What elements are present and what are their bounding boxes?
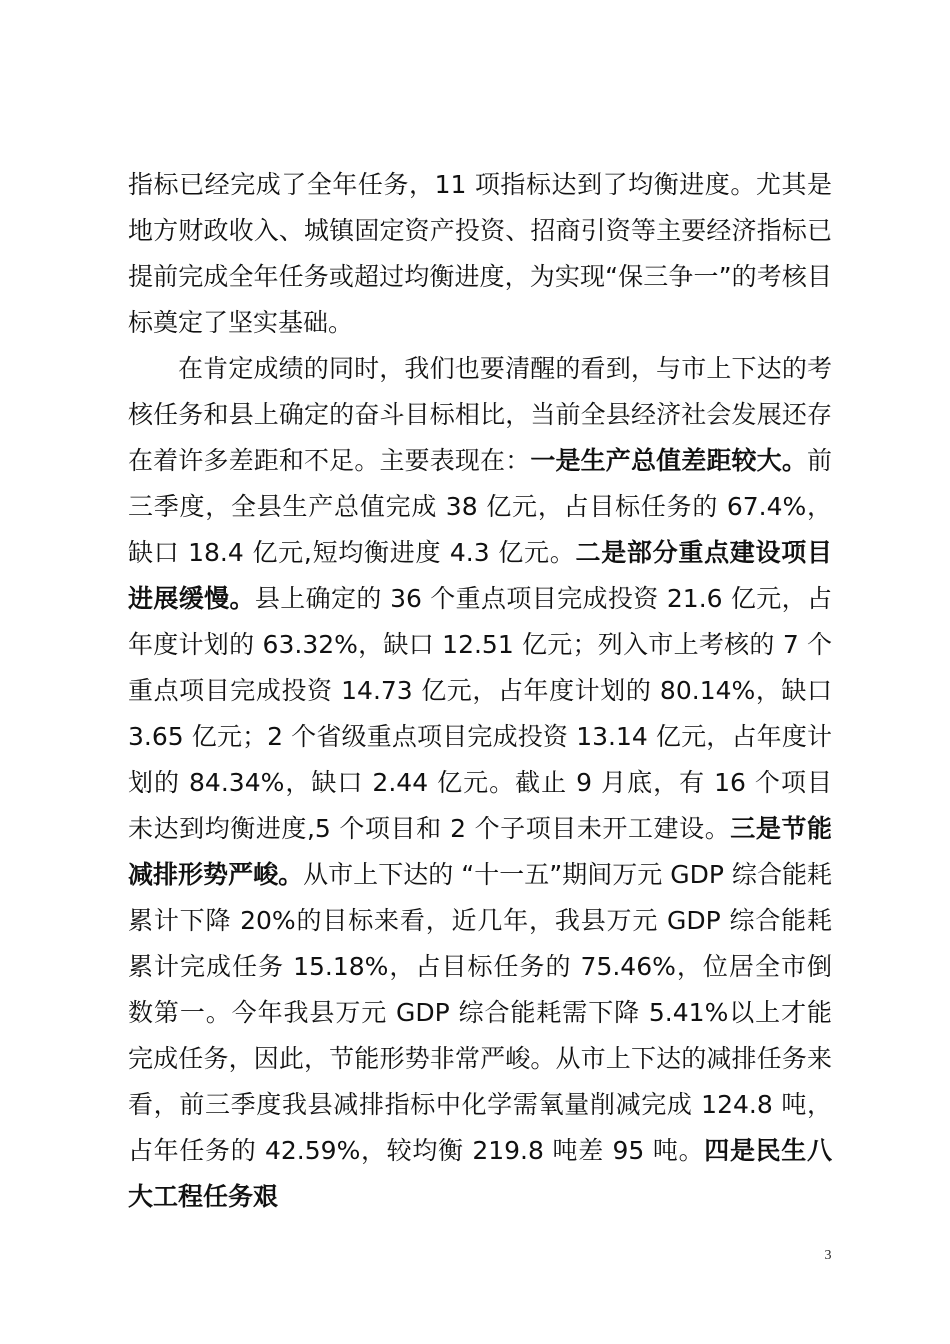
bold-heading-point-2: 二是部分重点建设项目进展缓慢。 — [128, 538, 832, 613]
page-number: 3 — [824, 1248, 832, 1263]
text-run: 从市上下达的 “十一五”期间万元 GDP 综合能耗累计下降 20%的目标来看，近几年，我县万元 GDP 综合能耗累计完成任务 15.18%，占目标任务的 75.46%，位居全市倒数第一。今年我县万元 GDP 综合能耗需下降 5.41%以上才能完成任务，因此，节能形势非常严峻。从市上下达的减排任务来看，前三季度我县减排指标中化学需氧量削减完成 124.8 吨，占年任务的 42.59%，较均衡 219.8 吨差 95 吨。 — [128, 860, 832, 1165]
paragraph-2 — [128, 346, 832, 1220]
text-run: 指标已经完成了全年任务，11 项指标达到了均衡进度。尤其是地方财政收入、城镇固定资产投资、招商引资等主要经济指标已提前完成全年任务或超过均衡进度，为实现“保三争一”的考核目标奠定了坚实基础。 — [128, 170, 832, 337]
text-run: 在肯定成绩的同时，我们也要清醒的看到，与市上下达的考核任务和县上确定的奋斗目标相比，当前全县经济社会发展还存在着许多差距和不足。主要表现在： — [128, 354, 832, 475]
text-run: 前三季度，全县生产总值完成 38 亿元，占目标任务的 67.4%，缺口 18.4 亿元,短均衡进度 4.3 亿元。 — [128, 446, 832, 567]
bold-heading-point-4: 四是民生八大工程任务艰 — [128, 1136, 832, 1211]
body-text — [128, 162, 832, 1220]
text-run: 县上确定的 36 个重点项目完成投资 21.6 亿元，占年度计划的 63.32%，缺口 12.51 亿元；列入市上考核的 7 个重点项目完成投资 14.73 亿元，占年度计划的 80.14%，缺口 3.65 亿元；2 个省级重点项目完成投资 13.14 亿元，占年度计划的 84.34%，缺口 2.44 亿元。截止 9 月底，有 16 个项目未达到均衡进度,5 个项目和 2 个子项目未开工建设。 — [128, 584, 832, 843]
bold-heading-point-3: 三是节能减排形势严峻。 — [128, 814, 832, 889]
paragraph-1 — [128, 162, 832, 346]
bold-heading-point-1: 一是生产总值差距较大。 — [530, 446, 807, 475]
